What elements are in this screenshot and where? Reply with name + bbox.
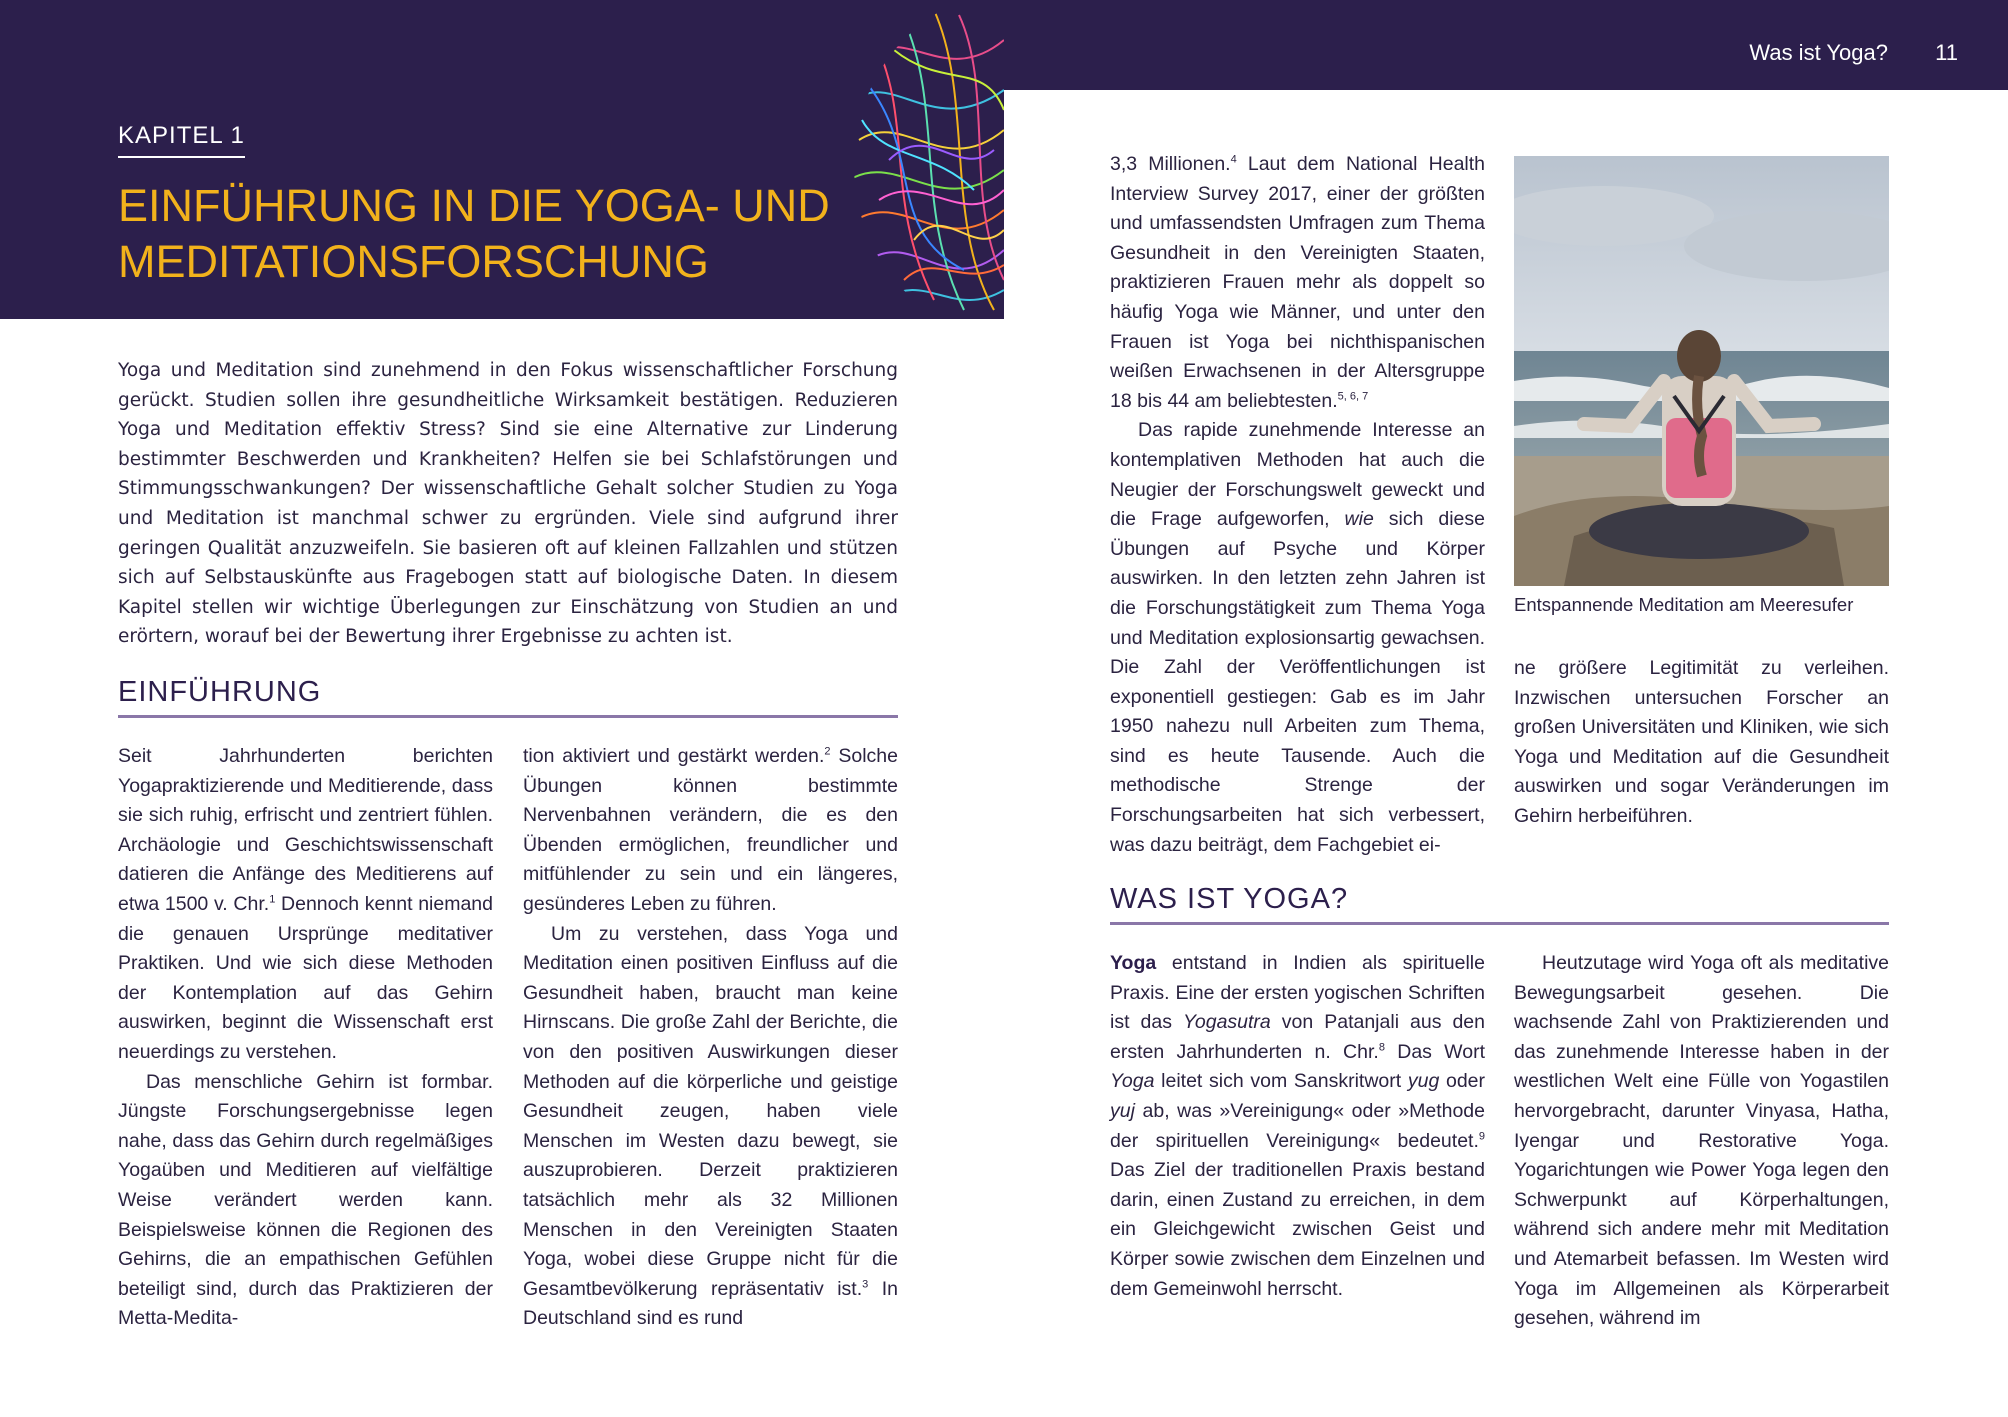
chapter-title-line1: EINFÜHRUNG IN DIE YOGA- UND: [118, 180, 830, 231]
paragraph: tion aktiviert und gestärkt werden.$^2$ Solche Übungen können bestimmte Nervenbahnen verändern, die es den Übenden ermöglichen, freundlicher und mitfühlender zu sein und ein längeres, gesünderes Leben zu führen.: [523, 745, 898, 915]
chapter-label: KAPITEL 1: [118, 122, 245, 158]
section-heading-einfuehrung: EINFÜHRUNG: [118, 676, 898, 718]
right-page: [1004, 0, 2008, 1417]
body-column-1: [118, 742, 493, 1334]
chapter-header-band: [0, 0, 1004, 319]
paragraph: Yoga entstand in Indien als spirituelle Praxis. Eine der ersten yogischen Schriften ist das Yogasutra von Patanjali aus den ersten Jahrhunderten n. Chr.$^8$ Das Wort Yoga leitet sich vom Sanskritwort yug oder yuj ab, was »Vereinigung« oder »Methode der spirituellen Vereinigung« bedeutet.$^9$ Das Ziel der traditionellen Praxis bestand darin, einen Zustand zu erreichen, in dem ein Gleichgewicht zwischen Geist und Körper sowie zwischen dem Einzelnen und dem Gemeinwohl herrscht.: [1110, 952, 1486, 1300]
page-number: 11: [1935, 40, 1958, 65]
chapter-title-line2: MEDITATIONSFORSCHUNG: [118, 236, 709, 287]
photo-caption: Entspannende Meditation am Meeresufer: [1514, 594, 1854, 615]
running-header: [1004, 0, 2008, 90]
body-column-5: [1110, 949, 1485, 1304]
body-column-6: [1514, 949, 1889, 1334]
paragraph: Das menschliche Gehirn ist formbar. Jüngste Forschungsergebnisse legen nahe, dass das Gehirn durch regelmäßiges Yogaüben und Meditieren auf vielfältige Weise verändert werden kann. Beispielsweise können die Regionen des Gehirns, die an empathischen Gefühlen beteiligt sind, durch das Praktizieren der Metta-Medita-: [118, 1070, 493, 1330]
paragraph: 3,3 Millionen.$^4$ Laut dem National Health Interview Survey 2017, einer der größten und umfassendsten Umfragen zum Thema Gesundheit in den Vereinigten Staaten, praktizieren Frauen mehr als doppelt so häufig Yoga wie Männer, und unter den Frauen ist Yoga bei nichthispanischen weißen Erwachsenen in der Altersgruppe 18 bis 44 am beliebtesten.$^{5, 6, 7}$: [1110, 153, 1486, 412]
body-column-3: [1110, 150, 1485, 860]
brain-illustration: [844, 0, 1004, 319]
paragraph: Heutzutage wird Yoga oft als meditative Bewegungsarbeit gesehen. Die wachsende Zahl von Praktizierenden und das zunehmende Interesse haben in der westlichen Welt eine Fülle von Yogastilen hervorgebracht, darunter Vinyasa, Hatha, Iyengar und Restorative Yoga. Yogarichtungen wie Power Yoga legen den Schwerpunkt auf Körperhaltungen, während sich andere mehr mit Meditation und Atemarbeit befassen. Im Westen wird Yoga im Allgemeinen als Körperarbeit gesehen, während im: [1514, 952, 1889, 1330]
body-column-4: [1514, 654, 1889, 832]
body-column-2: [523, 742, 898, 1334]
section-heading-was-ist-yoga: WAS IST YOGA?: [1110, 883, 1889, 925]
chapter-intro: Yoga und Meditation sind zunehmend in den Fokus wissenschaftlicher Forschung gerückt. Studien sollen ihre gesundheitliche Wirksamkeit bestätigen. Reduzieren Yoga und Meditation effektiv Stress? Sind sie eine Alternative zur Linderung bestimmter Beschwerden und Krankheiten? Helfen sie bei Schlafstörungen und Stimmungsschwankungen? Der wissenschaftliche Gehalt solcher Studien zu Yoga und Meditation ist manchmal schwer zu ergründen. Viele sind aufgrund ihrer geringen Qualität anzuzweifeln. Sie basieren oft auf kleinen Fallzahlen und stützen sich auf Selbstauskünfte aus Fragebogen statt auf biologische Daten. In diesem Kapitel stellen wir wichtige Überlegungen zur Einschätzung von Studien an und erörtern, worauf bei der Bewertung ihrer Ergebnisse zu achten ist.: [118, 360, 898, 648]
meditation-photo: [1514, 156, 1889, 586]
chapter-title: [118, 178, 838, 290]
paragraph: Das rapide zunehmende Interesse an kontemplativen Methoden hat auch die Neugier der Forschungswelt geweckt und die Frage aufgeworfen, wie sich diese Übungen auf Psyche und Körper auswirken. In den letzten zehn Jahren ist die Forschungstätigkeit zum Thema Yoga und Meditation explosionsartig gewachsen. Die Zahl der Veröffentlichungen ist exponentiell gestiegen: Gab es im Jahr 1950 nahezu null Arbeiten zum Thema, sind es heute Tausende. Auch die methodische Strenge der Forschungsarbeiten hat sich verbessert, was dazu beiträgt, dem Fachgebiet ei-: [1110, 419, 1485, 856]
paragraph: ne größere Legitimität zu verleihen. Inzwischen untersuchen Forscher an großen Universitäten und Kliniken, wie sich Yoga und Meditation auf die Gesundheit auswirken und sogar Veränderungen im Gehirn herbeiführen.: [1514, 657, 1889, 827]
paragraph: Seit Jahrhunderten berichten Yogapraktizierende und Meditierende, dass sie sich ruhig, erfrischt und zentriert fühlen. Archäologie und Geschichtswissenschaft datieren die Anfänge des Meditierens auf etwa 1500 v. Chr.$^1$ Dennoch kennt niemand die genauen Ursprünge meditativer Praktiken. Und wie sich diese Methoden der Kontemplation auf das Gehirn auswirken, beginnt die Wissenschaft erst neuerdings zu verstehen.: [118, 745, 493, 1063]
paragraph: Um zu verstehen, dass Yoga und Meditation einen positiven Einfluss auf die Gesundheit haben, braucht man keine Hirnscans. Die große Zahl der Berichte, die von den positiven Auswirkungen dieser Methoden auf die körperliche und geistige Gesundheit zeugen, haben viele Menschen im Westen dazu bewegt, sie auszuprobieren. Derzeit praktizieren tatsächlich mehr als 32 Millionen Menschen in den Vereinigten Staaten Yoga, wobei diese Gruppe nicht für die Gesamtbevölkerung repräsentativ ist.$^3$ In Deutschland sind es rund: [523, 922, 898, 1330]
running-head-title: Was ist Yoga?: [1749, 40, 1888, 65]
